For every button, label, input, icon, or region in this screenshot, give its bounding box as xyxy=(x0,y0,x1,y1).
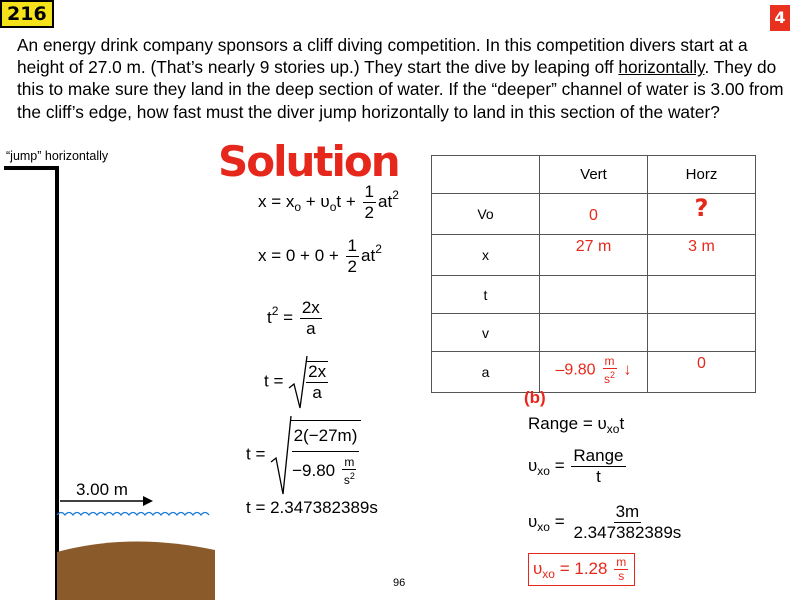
cell-t-horz xyxy=(648,276,756,314)
part-b-label: (b) xyxy=(524,388,546,407)
equation-position: $x = x_o + \upsilon_ot$ + $\frac{1}{2}$ $at^2$ xyxy=(258,182,399,222)
corner-number: 4 xyxy=(770,5,790,31)
row-label-vo: Vo xyxy=(432,194,540,235)
table-row xyxy=(432,314,756,352)
equation-t-squared: $t^2$ = $\frac{2x}{a}$ xyxy=(267,298,320,338)
cell-x-horz: 3 m xyxy=(648,235,756,276)
cell-vo-horz xyxy=(648,194,756,235)
row-label-t: t xyxy=(432,276,540,314)
arrow-head xyxy=(143,496,153,506)
problem-text xyxy=(17,34,787,123)
solution-title: Solution xyxy=(218,137,399,186)
kinematics-table xyxy=(431,155,756,393)
equation-v-numeric: $\upsilon_{xo}$ = $\frac{3m}{2.347382389s}$ xyxy=(528,502,682,542)
cell-a-vert: –9.80 $\frac{m}{s^2}$ ↓ xyxy=(540,352,648,393)
cell-v-horz xyxy=(648,314,756,352)
equation-t-numeric: t = 2(−27m) −9.80 $\frac{m}{s^2}$ xyxy=(246,414,363,496)
cell-a-horz: 0 xyxy=(648,352,756,393)
deep-channel xyxy=(57,541,215,600)
table-header-row xyxy=(432,156,756,194)
table-row xyxy=(432,235,756,276)
equation-substituted: x = 0 + 0 + $\frac{1}{2}$ $at^2$ xyxy=(258,236,382,276)
header-cell-empty xyxy=(432,156,540,194)
row-label-v: v xyxy=(432,314,540,352)
equation-t-sqrt: t = $\frac{2x}{a}$ xyxy=(264,354,330,410)
down-arrow-icon: ↓ xyxy=(623,361,632,379)
water-waves xyxy=(57,513,209,516)
cell-x-vert: 27 m xyxy=(540,235,648,276)
header-cell-vert: Vert xyxy=(540,156,648,194)
header-cell-horz: Horz xyxy=(648,156,756,194)
table-row xyxy=(432,194,756,235)
distance-label: 3.00 m xyxy=(76,480,128,499)
cliff-diagram xyxy=(0,160,215,600)
equation-t-result: t = 2.347382389s xyxy=(246,498,378,517)
equation-range: Range = $\upsilon_{xo}t$ xyxy=(528,414,625,436)
cell-vo-vert: 0 xyxy=(540,194,648,235)
row-label-a: a xyxy=(432,352,540,393)
slide-number-badge: 216 xyxy=(0,0,54,28)
page-number: 96 xyxy=(393,577,406,589)
table-row xyxy=(432,352,756,393)
sqrt-sign-large xyxy=(270,414,292,496)
row-label-x: x xyxy=(432,235,540,276)
cell-v-vert xyxy=(540,314,648,352)
question-mark: ? xyxy=(694,194,709,222)
sqrt-sign xyxy=(288,354,308,410)
answer-box: $\upsilon_{xo} = 1.28$ $\frac{m}{s}$ xyxy=(528,553,635,586)
cell-t-vert xyxy=(540,276,648,314)
jump-label: “jump” horizontally xyxy=(6,149,109,163)
equation-v-range: $\upsilon_{xo}$ = $\frac{\text{Range}}{t}$ xyxy=(528,446,624,486)
problem-underlined: horizontally xyxy=(618,57,705,78)
problem-part2: . They do this to make sure they land in the deep section of water. If the “deeper” channel of water is 3.00 from the cliff’s edge, how fast must the diver jump horizontally to land in this section of the water? xyxy=(17,57,784,122)
cliff-wall xyxy=(4,168,57,600)
problem-part1: An energy drink company sponsors a cliff diving competition. In this competition divers start at a height of 27.0 m. (That’s nearly 9 stories up.) They start the dive by leaping off xyxy=(17,35,748,78)
table-row xyxy=(432,276,756,314)
